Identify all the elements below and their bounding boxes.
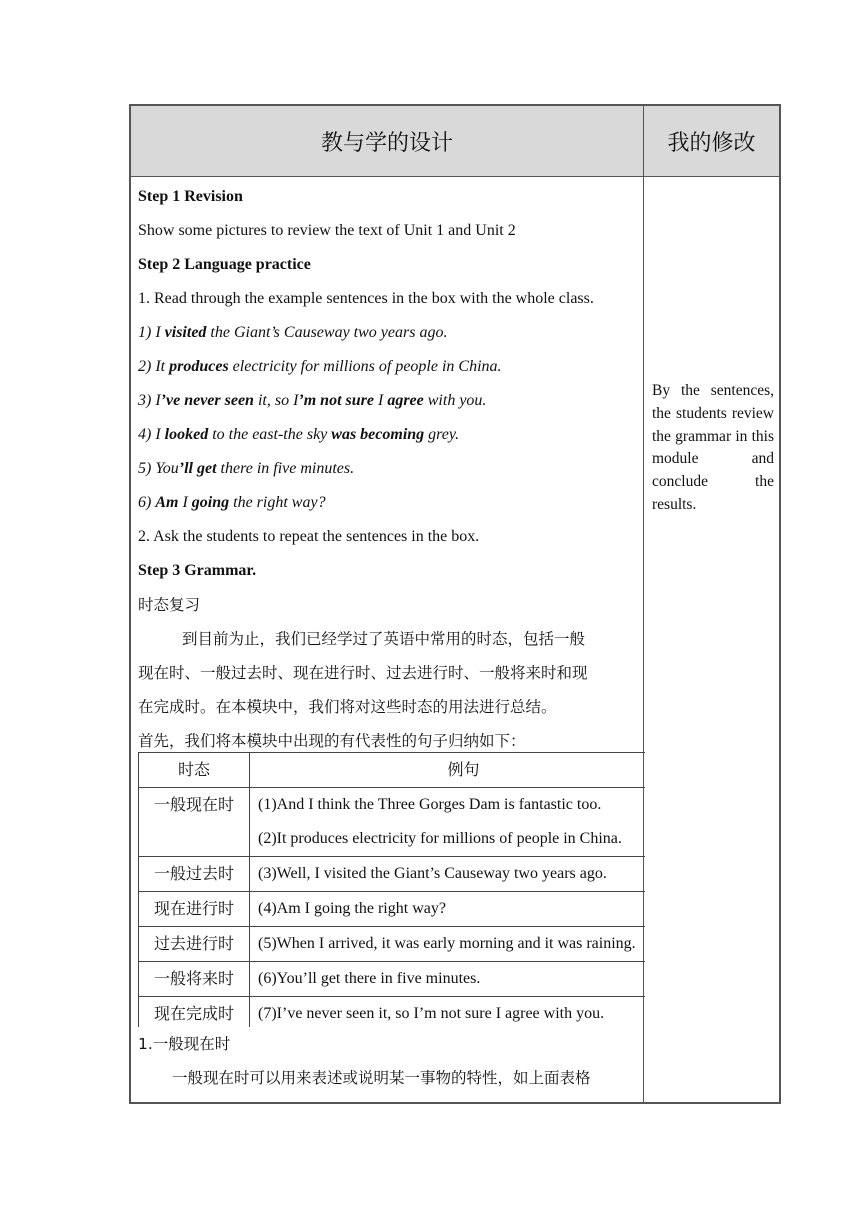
- sub1-text: 一般现在时可以用来表述或说明某一事物的特性，如上面表格: [172, 1069, 591, 1087]
- table-row: [139, 892, 646, 927]
- table-row: [139, 857, 646, 892]
- header-modify-title: 我的修改: [667, 130, 756, 156]
- tense-table: [138, 752, 645, 1027]
- example-cell: [250, 997, 646, 1028]
- step1-text: Show some pictures to review the text of Unit 1 and Unit 2: [138, 222, 516, 239]
- table-row: [139, 927, 646, 962]
- header-design-title: 教与学的设计: [320, 130, 453, 156]
- step2-item1: 1. Read through the example sentences in the box with the whole class.: [138, 290, 594, 307]
- example-sentence-3: 3) I’ve never seen it, so I’m not sure I agree with you.: [138, 392, 487, 409]
- example-sentence-4: 4) I looked to the east-the sky was becoming grey.: [138, 426, 460, 443]
- example-sentence-1: 1) I visited the Giant’s Causeway two years ago.: [138, 324, 448, 341]
- grammar-paragraph-line-4: 首先，我们将本模块中出现的有代表性的句子归纳如下：: [138, 732, 526, 750]
- tense-cell: 一般过去时: [139, 857, 250, 892]
- example-cell: [250, 962, 646, 997]
- step1-title: Step 1 Revision: [138, 188, 243, 205]
- example-cell: [250, 927, 646, 962]
- example-sentence-6: 6) Am I going the right way?: [138, 494, 326, 511]
- step2-title: Step 2 Language practice: [138, 256, 311, 273]
- example-sentence: (6)You’ll get there in five minutes.: [258, 970, 481, 987]
- tense-cell: 过去进行时: [139, 927, 250, 962]
- tense-cell: 一般将来时: [139, 962, 250, 997]
- example-sentence-2: 2) It produces electricity for millions of people in China.: [138, 358, 502, 375]
- example-column-label: 例句: [447, 760, 480, 779]
- step2-item2: 2. Ask the students to repeat the sentences in the box.: [138, 528, 480, 545]
- example-sentence: (3)Well, I visited the Giant’s Causeway two years ago.: [258, 865, 607, 882]
- example-sentence-5: 5) You’ll get there in five minutes.: [138, 460, 355, 477]
- example-sentence: (5)When I arrived, it was early morning and it was raining.: [258, 935, 636, 952]
- sub1-title: 1.一般现在时: [138, 1035, 231, 1053]
- tense-column-header: 时态: [139, 753, 250, 788]
- table-row: [139, 788, 646, 857]
- section-present-simple: [138, 1027, 643, 1102]
- modification-note: By the sentences, the students review the grammar in this module and conclude the results.: [652, 382, 774, 513]
- step3-title: Step 3 Grammar.: [138, 562, 257, 579]
- grammar-paragraph-line-2: 现在时、一般过去时、现在进行时、过去进行时、一般将来时和现: [138, 664, 588, 682]
- tense-cell: 一般现在时: [139, 788, 250, 857]
- grammar-paragraph-line-1: 到目前为止，我们已经学过了英语中常用的时态，包括一般: [182, 630, 586, 648]
- example-sentence: (4)Am I going the right way?: [258, 900, 446, 917]
- example-sentence: (1)And I think the Three Gorges Dam is fantastic too.: [258, 796, 602, 813]
- header-divider: [131, 176, 779, 177]
- example-cell: [250, 788, 646, 857]
- tense-cell: 现在进行时: [139, 892, 250, 927]
- table-row: [139, 997, 646, 1028]
- tense-table-header: [139, 753, 646, 788]
- example-cell: [250, 892, 646, 927]
- example-column-header: [250, 753, 646, 788]
- table-row: [139, 962, 646, 997]
- tense-cell: 现在完成时: [139, 997, 250, 1028]
- example-sentence: (7)I’ve never seen it, so I’m not sure I agree with you.: [258, 1005, 605, 1022]
- example-sentence: (2)It produces electricity for millions of people in China.: [258, 830, 622, 847]
- example-cell: [250, 857, 646, 892]
- grammar-paragraph-line-3: 在完成时。在本模块中，我们将对这些时态的用法进行总结。: [138, 698, 557, 716]
- review-label: 时态复习: [138, 596, 201, 614]
